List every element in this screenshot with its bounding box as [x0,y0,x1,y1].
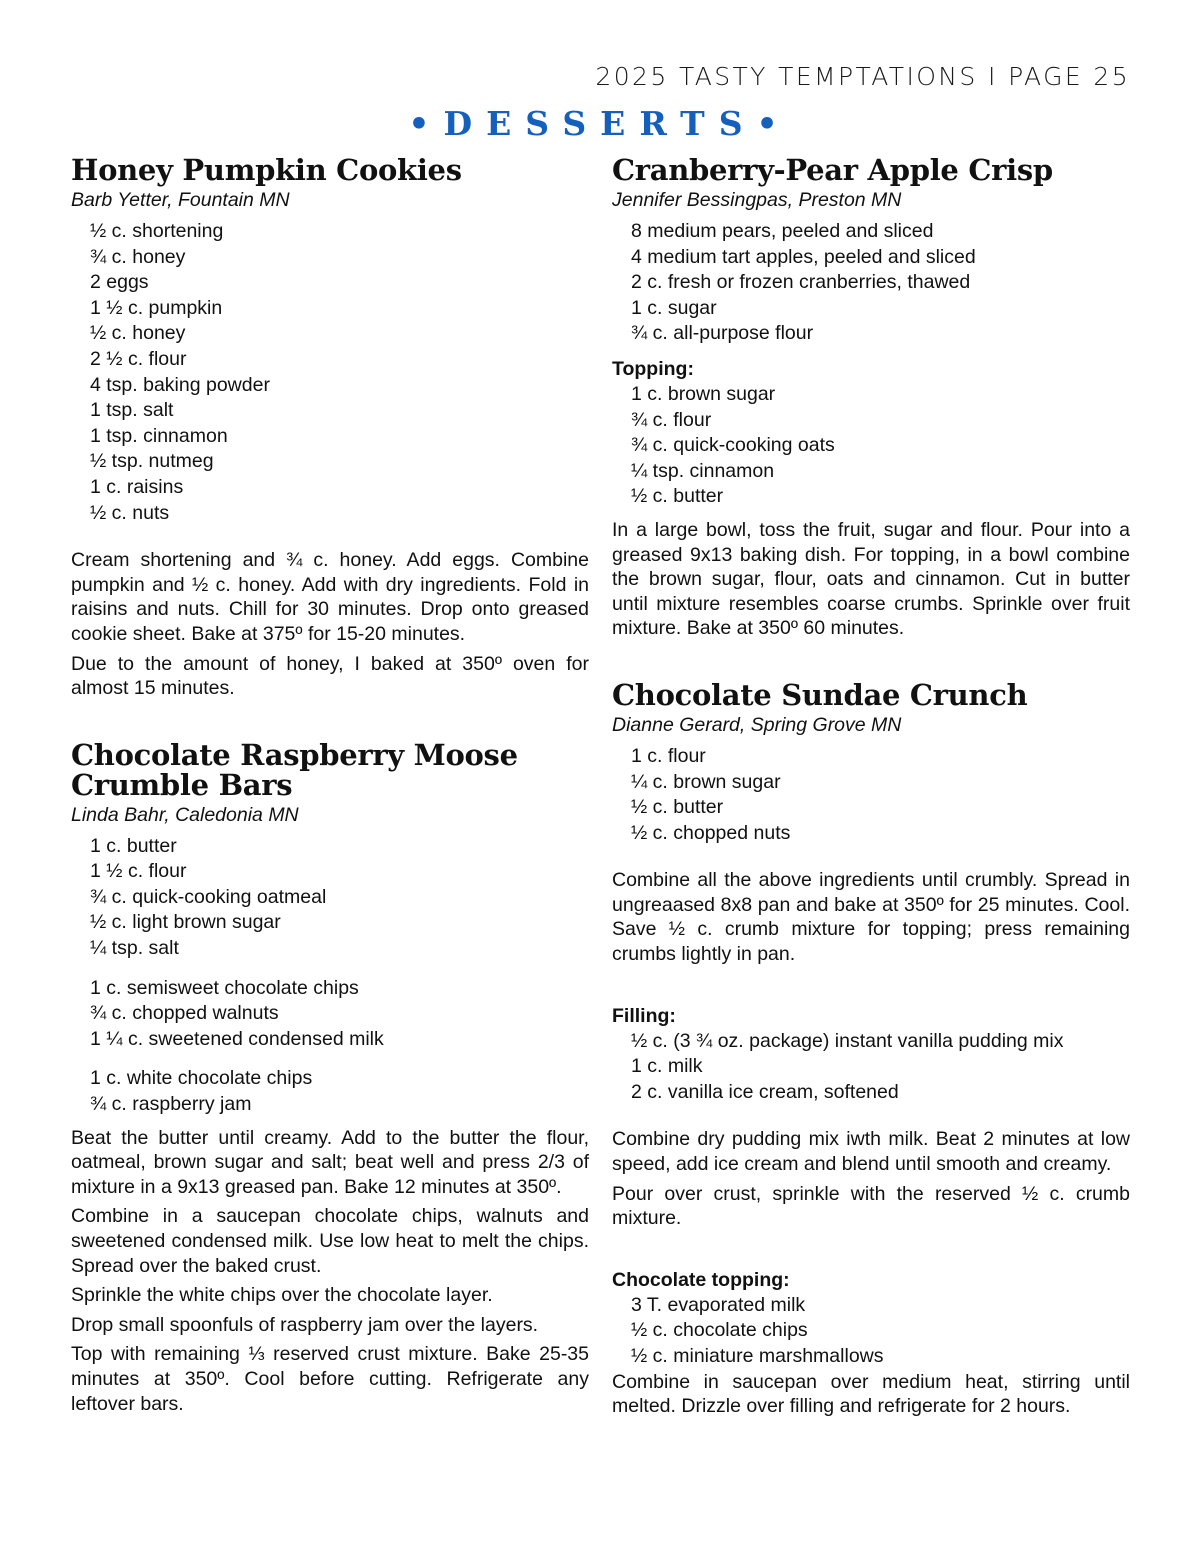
chocolate-topping-list [612,1293,1130,1370]
ingredient: ½ c. shortening [90,220,224,242]
ingredient: ¾ c. chopped walnuts [90,1002,279,1025]
ingredient: ½ c. (3 ¾ oz. package) instant vanilla pudding mix [631,1029,1064,1052]
directions: Beat the butter until creamy. Add to the butter the flour, oatmeal, brown sugar and salt; beat well and press 2/3 of mixture in a 9x13 greased pan. Bake 12 minutes at 350º. [71,1126,589,1198]
ingredient: 2 eggs [90,271,149,294]
ingredient: 1 ½ c. pumpkin [90,296,223,319]
ingredient: 1 c. brown sugar [631,382,776,405]
ingredient: 1 c. semisweet chocolate chips [90,976,359,999]
section-title: •DESSERTS• [408,104,792,143]
ingredient: ½ c. chocolate chips [631,1319,808,1342]
directions: Combine in a saucepan chocolate chips, walnuts and sweetened condensed milk. Use low heat to melt the chips. Spread over the baked crust. [71,1205,589,1277]
filling-directions: Pour over crust, sprinkle with the reserved ½ c. crumb mixture. [612,1182,1130,1230]
ingredient: 8 medium pears, peeled and sliced [631,220,934,242]
ingredient: 2 c. fresh or frozen cranberries, thawed [631,271,971,294]
recipe-byline: Linda Bahr, Caledonia MN [71,803,299,826]
recipe-title: Chocolate Sundae Crunch [612,677,1028,712]
directions: Top with remaining ⅓ reserved crust mixture. Bake 25-35 minutes at 350º. Cool before cutting. Refrigerate any leftover bars. [71,1343,589,1415]
right-column [612,155,1130,1424]
ingredient: 1 tsp. cinnamon [90,424,228,447]
crust-directions: Combine all the above ingredients until crumbly. Spread in ungreaased 8x8 pan and bake at 350º for 25 minutes. Cool. Save ½ c. crumb mixture for topping; press remaining crumbs lightly in pan. [612,869,1130,966]
recipe-byline: Barb Yetter, Fountain MN [71,189,290,211]
ingredient: 1 tsp. salt [90,399,174,422]
ingredient-list-chocolate-layer [71,976,589,1053]
ingredient-list [612,744,1130,846]
ingredient: ¼ tsp. cinnamon [631,459,775,482]
ingredient: 1 ½ c. flour [90,860,187,883]
ingredient: 2 ½ c. flour [90,347,187,370]
recipe-title: Honey Pumpkin Cookies [71,153,462,187]
ingredient: ½ c. honey [90,322,186,345]
ingredient: ¾ c. raspberry jam [90,1093,252,1116]
ingredient: ¼ tsp. salt [90,937,179,960]
recipe-byline: Dianne Gerard, Spring Grove MN [612,713,902,736]
ingredient: ¾ c. quick-cooking oats [631,434,835,457]
recipe-title: Cranberry-Pear Apple Crisp [612,153,1053,187]
ingredient: 1 c. sugar [631,296,717,319]
ingredient-list [71,219,589,526]
ingredient: ½ tsp. nutmeg [90,450,214,473]
topping-list [612,382,1130,510]
filling-directions: Combine dry pudding mix iwth milk. Beat 2 minutes at low speed, add ice cream and blend until smooth and creamy. [612,1128,1130,1176]
recipe-title: Chocolate Raspberry Moose Crumble Bars [71,737,518,802]
filling-heading: Filling: [612,1004,676,1027]
directions-note: Due to the amount of honey, I baked at 350º oven for almost 15 minutes. [71,652,589,700]
ingredient: 1 c. butter [90,834,177,857]
ingredient: 2 c. vanilla ice cream, softened [631,1080,899,1103]
ingredient: ½ c. butter [631,485,724,508]
directions: In a large bowl, toss the fruit, sugar and flour. Pour into a greased 9x13 baking dish. For topping, in a bowl combine the brown sugar, flour, oats and cinnamon. Cut in butter until mixture resembles coarse crumbs. Sprinkle over fruit mixture. Bake at 350º 60 minutes. [612,518,1130,640]
recipe-honey-pumpkin-cookies [71,155,589,701]
ingredient: 4 medium tart apples, peeled and sliced [631,245,976,268]
left-column [71,155,589,1421]
filling-list [612,1029,1130,1106]
ingredient: ¾ c. flour [631,408,712,431]
ingredient: ¾ c. quick-cooking oatmeal [90,885,327,908]
recipe-chocolate-sundae-crunch [612,677,1130,1419]
ingredient-list-crust [71,834,589,962]
ingredient: 1 c. milk [631,1055,703,1078]
ingredient: 1 ¼ c. sweetened condensed milk [90,1027,384,1050]
page-header: 2025 TASTY TEMPTATIONS I PAGE 25 [595,62,1130,91]
topping-heading: Topping: [612,357,694,380]
ingredient: ½ c. nuts [90,501,170,524]
ingredient: ¾ c. honey [90,245,186,268]
recipe-chocolate-raspberry-moose-crumble-bars [71,737,589,1416]
ingredient-list [612,219,1130,347]
directions: Drop small spoonfuls of raspberry jam over the layers. [71,1313,539,1336]
topping-directions: Combine in saucepan over medium heat, stirring until melted. Drizzle over filling and refrigerate for 2 hours. [612,1370,1130,1418]
directions: Sprinkle the white chips over the chocolate layer. [71,1284,493,1307]
ingredient: 1 c. raisins [90,475,184,498]
ingredient: 1 c. flour [631,744,706,767]
ingredient: 4 tsp. baking powder [90,373,270,396]
ingredient: 1 c. white chocolate chips [90,1067,313,1090]
ingredient: ¼ c. brown sugar [631,770,781,793]
ingredient-list-top-layer [71,1066,589,1117]
ingredient: 3 T. evaporated milk [631,1293,806,1316]
ingredient: ½ c. chopped nuts [631,821,791,844]
ingredient: ½ c. butter [631,796,724,819]
ingredient: ½ c. miniature marshmallows [631,1345,884,1367]
ingredient: ¾ c. all-purpose flour [631,322,814,345]
ingredient: ½ c. light brown sugar [90,911,281,934]
recipe-byline: Jennifer Bessingpas, Preston MN [612,189,902,211]
directions: Cream shortening and ¾ c. honey. Add eggs. Combine pumpkin and ½ c. honey. Add with dry ingredients. Fold in raisins and nuts. Chill for 30 minutes. Drop onto greased cookie sheet. Bake at 375º for 15-20 minutes. [71,549,589,645]
chocolate-topping-heading: Chocolate topping: [612,1268,790,1291]
recipe-cranberry-pear-apple-crisp [612,155,1130,641]
